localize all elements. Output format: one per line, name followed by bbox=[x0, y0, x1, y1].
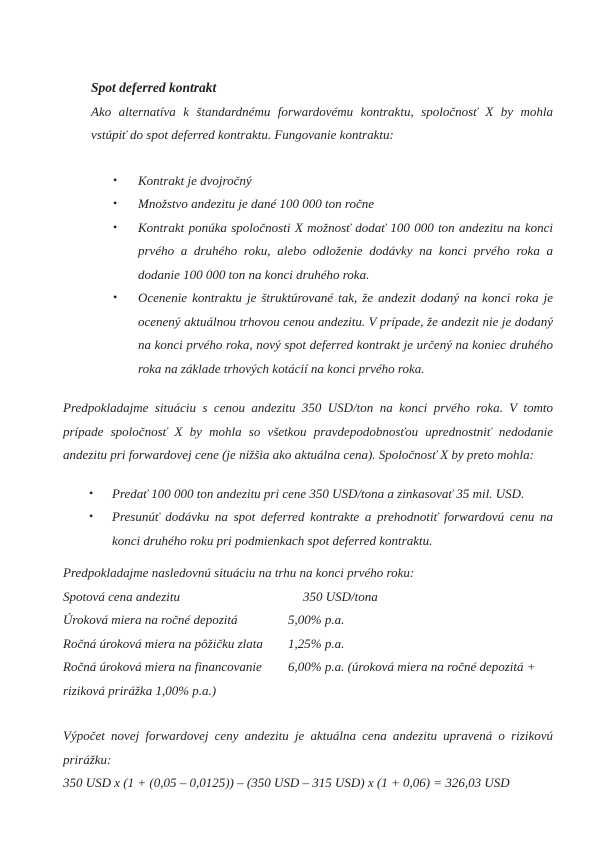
list-item-text: Ocenenie kontraktu je štruktúrované tak, že andezit dodaný na konci roka je ocenený aktuálnou trhovou cenou andezitu. V prípade, že andezit nie je dodaný na konci prvého roka, nový spot deferred kontrakt je určený na koniec druhého roka na základe trhových kotácií na konci prvého roka. bbox=[138, 290, 553, 376]
intro-paragraph: Ako alternatíva k štandardnému forwardovému kontraktu, spoločnosť X by mohla vstúpiť do spot deferred kontraktu. Fungovanie kontraktu: bbox=[91, 103, 553, 142]
calculation-section bbox=[63, 724, 553, 795]
bullet-icon: • bbox=[89, 485, 94, 500]
list-item bbox=[113, 169, 553, 193]
intro-section bbox=[91, 76, 553, 147]
bullet-icon: • bbox=[113, 172, 118, 187]
bullet-icon: • bbox=[113, 196, 118, 210]
market-row bbox=[63, 632, 553, 656]
document-title: Spot deferred kontrakt bbox=[91, 80, 217, 95]
market-row-value: 6,00% p.a. (úroková miera na ročné depozitá + riziková prirážka 1,00% p.a.) bbox=[63, 659, 536, 698]
calculation-intro: Výpočet novej forwardovej ceny andezitu je aktuálna cena andezitu upravená o rizikovú prirážku: bbox=[63, 728, 553, 767]
bullet-icon: • bbox=[89, 509, 94, 523]
list-item bbox=[89, 482, 553, 506]
market-row-value: 5,00% p.a. bbox=[288, 612, 345, 627]
market-row-label: Ročná úroková miera na pôžičku zlata bbox=[63, 635, 263, 651]
bullet-icon: • bbox=[113, 219, 118, 234]
market-heading: Predpokladajme nasledovnú situáciu na trhu na konci prvého roku: bbox=[63, 565, 415, 580]
market-row bbox=[63, 585, 553, 609]
market-row bbox=[63, 608, 553, 632]
list-item bbox=[113, 286, 553, 380]
market-row-label: Úroková miera na ročné depozitá bbox=[63, 612, 238, 627]
list-item bbox=[89, 505, 553, 552]
list-item bbox=[113, 192, 553, 216]
contract-features-list bbox=[113, 169, 553, 381]
market-row-label: Ročná úroková miera na financovanie bbox=[63, 659, 262, 674]
market-row-value: 1,25% p.a. bbox=[288, 635, 345, 651]
bullet-icon: • bbox=[113, 290, 118, 304]
market-row-label: Spotová cena andezitu bbox=[63, 588, 180, 604]
list-item-text: Presunúť dodávku na spot deferred kontrakte a prehodnotiť forwardovú cenu na konci druhého roku pri podmienkach spot deferred kontraktu. bbox=[112, 509, 553, 548]
options-list bbox=[89, 482, 553, 553]
list-item-text: Kontrakt ponúka spoločnosti X možnosť dodať 100 000 ton andezitu na konci prvého a druhého roku, alebo odloženie dodávky na konci prvého roka a dodanie 100 000 ton na konci druhého roka. bbox=[138, 219, 553, 282]
list-item-text: Predať 100 000 ton andezitu pri cene 350 USD/tona a zinkasovať 35 mil. USD. bbox=[112, 485, 525, 501]
list-item-text: Kontrakt je dvojročný bbox=[138, 172, 252, 188]
calculation-formula: 350 USD x (1 + (0,05 – 0,0125)) – (350 USD – 315 USD) x (1 + 0,06) = 326,03 USD bbox=[63, 775, 510, 790]
market-row-value: 350 USD/tona bbox=[303, 588, 378, 604]
market-conditions-section bbox=[63, 561, 553, 702]
list-item bbox=[113, 216, 553, 287]
scenario-paragraph: Predpokladajme situáciu s cenou andezitu 350 USD/ton na konci prvého roka. V tomto prípade spoločnosť X by mohla so všetkou pravdepodobnosťou uprednostniť nedodanie andezitu pri forwardovej cene (je nižšia ako aktuálna cena). Spoločnosť X by preto mohla: bbox=[63, 400, 553, 462]
market-row bbox=[63, 655, 553, 702]
list-item-text: Množstvo andezitu je dané 100 000 ton ročne bbox=[138, 196, 375, 211]
